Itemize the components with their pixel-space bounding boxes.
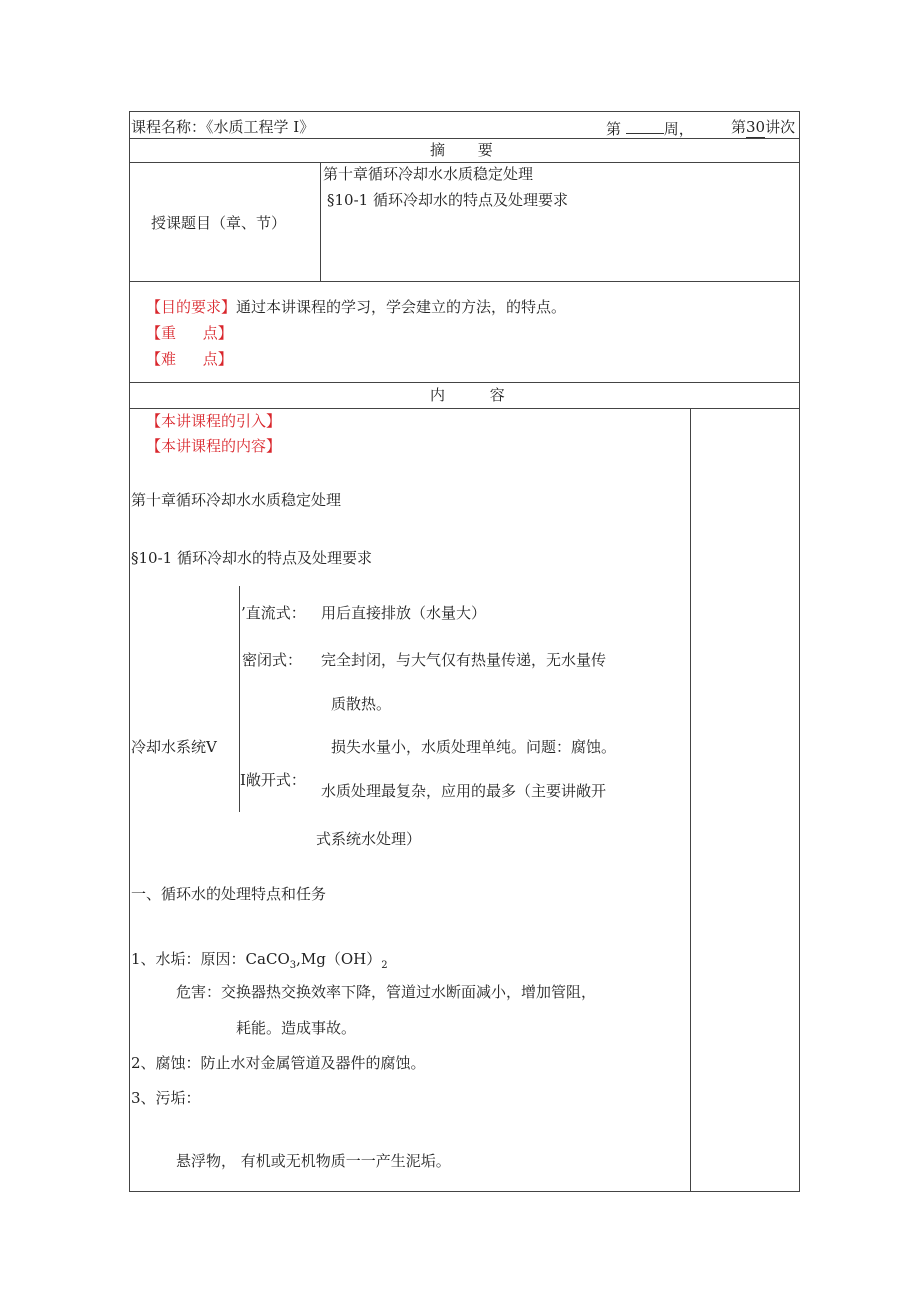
- open-text-2: 式系统水处理）: [316, 830, 422, 848]
- system-label: 冷却水系统Ⅴ: [131, 738, 217, 756]
- topic-section: §10-1 循环冷却水的特点及处理要求: [327, 191, 568, 209]
- fouling-text: 悬浮物， 有机或无机物质一一产生泥垢。: [176, 1152, 451, 1170]
- closed-text-2: 质散热。: [331, 695, 392, 713]
- course-name: 课程名称：《水质工程学 Ⅰ》: [131, 118, 315, 136]
- divider-goals: [129, 382, 800, 383]
- direct-text: 用后直接排放（水量大）: [321, 604, 487, 622]
- divider-header: [129, 138, 800, 139]
- fouling-line: 3、污垢：: [131, 1089, 201, 1107]
- border-bottom: [129, 1191, 800, 1192]
- chapter-title: 第十章循环冷却水水质稳定处理: [131, 491, 342, 509]
- divider-notes-column: [690, 408, 691, 1192]
- lecture-suffix: 讲次: [765, 118, 796, 136]
- week-prefix: 第: [606, 120, 622, 138]
- border-left: [129, 111, 130, 1192]
- harm-line-2: 耗能。造成事故。: [236, 1019, 357, 1037]
- closed-text-3: 损失水量小，水质处理单纯。问题：腐蚀。: [331, 738, 617, 756]
- key-point-label: 【重 点】: [146, 324, 233, 342]
- content-title: 内 容: [430, 386, 505, 404]
- harm-line-1: 危害：交换器热交换效率下降，管道过水断面减小，增加管阻，: [176, 983, 597, 1001]
- direct-label: ’直流式：: [241, 604, 306, 622]
- divider-topic: [129, 281, 800, 282]
- divider-topic-column: [320, 162, 321, 282]
- border-right: [799, 111, 800, 1192]
- lecture-prefix: 第: [731, 118, 747, 136]
- closed-label: 密闭式：: [242, 651, 303, 669]
- lecture-info: [731, 117, 795, 138]
- goal-line: [146, 297, 566, 317]
- goal-label: 【目的要求】: [146, 298, 237, 316]
- summary-title: 摘 要: [430, 141, 493, 159]
- scale-mid: ,Mg（OH）: [296, 950, 382, 968]
- corrosion-line: 2、腐蚀：防止水对金属管道及器件的腐蚀。: [131, 1054, 426, 1072]
- scale-sub-3: 3: [289, 960, 297, 971]
- open-text-1: 水质处理最复杂，应用的最多（主要讲敞开: [321, 782, 607, 800]
- open-label: Ⅰ敞开式：: [240, 771, 306, 789]
- closed-text-1: 完全封闭，与大气仅有热量传递，无水量传: [321, 651, 607, 669]
- goal-text: 通过本讲课程的学习，学会建立的方法，的特点。: [236, 298, 567, 316]
- border-top: [129, 111, 800, 112]
- divider-summary: [129, 162, 800, 163]
- lecture-value: 30: [746, 118, 766, 136]
- divider-content-title: [129, 408, 800, 409]
- topic-label: 授课题目（章、节）: [151, 214, 287, 232]
- week-info: [606, 117, 694, 139]
- content-label: 【本讲课程的内容】: [146, 437, 282, 455]
- section-title: §10-1 循环冷却水的特点及处理要求: [131, 549, 372, 567]
- week-suffix: 周，: [663, 120, 694, 138]
- intro-label: 【本讲课程的引入】: [146, 412, 282, 430]
- scale-text: 1、水垢：原因：CaCO: [131, 950, 290, 968]
- part1-title: 一、循环水的处理特点和任务: [131, 885, 327, 903]
- scale-line: [131, 949, 388, 976]
- scale-sub-2: 2: [381, 960, 388, 971]
- difficult-point-label: 【难 点】: [146, 350, 233, 368]
- week-value: [626, 117, 664, 134]
- topic-chapter: 第十章循环冷却水水质稳定处理: [323, 165, 534, 183]
